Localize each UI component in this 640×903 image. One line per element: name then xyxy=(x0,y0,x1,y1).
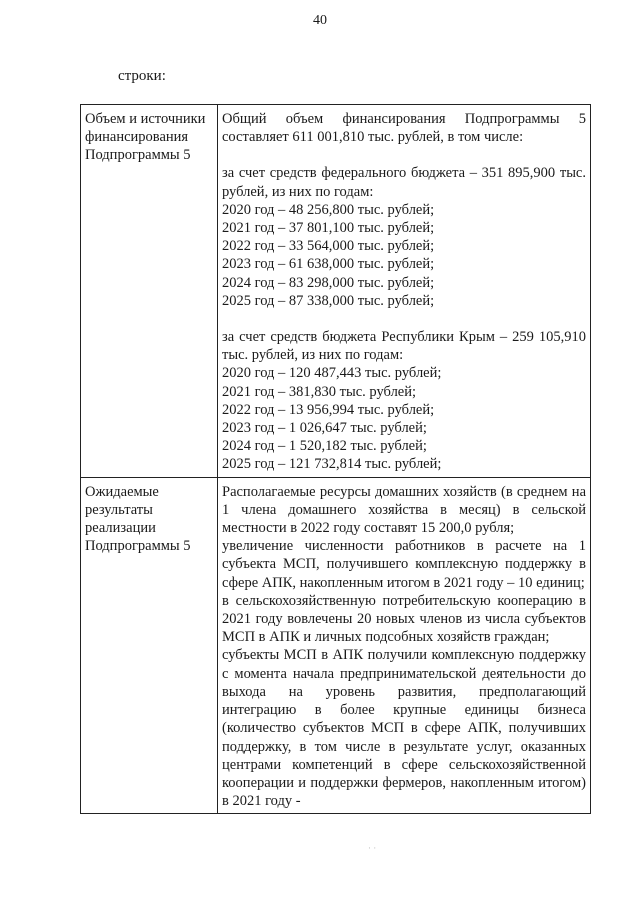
federal-year-line: 2025 год – 87 338,000 тыс. рублей; xyxy=(222,292,435,309)
results-paragraph: субъекты МСП в АПК получили комплексную поддержку с момента начала предпринимательской деятельности до выхода на уровень развития, предполагающий интеграцию в более крупные единицы бизнеса (количество субъектов МСП в сфере АПК, получивших поддержку, в том числе в результате услуг, оказанных центрами компетенций в сфере сельскохозяйственной кооперации и поддержки фермеров, накопленным итогом) в 2021 году - xyxy=(222,647,586,810)
page-number: 40 xyxy=(313,13,327,28)
federal-year-line: 2022 год – 33 564,000 тыс. рублей; xyxy=(222,238,435,255)
federal-year-line: 2023 год – 61 638,000 тыс. рублей; xyxy=(222,256,435,273)
results-paragraph: в сельскохозяйственную потребительскую кооперацию в 2021 году вовлечены 20 новых членов из числа субъектов МСП в АПК и личных подсобных хозяйств граждан; xyxy=(222,592,586,646)
row-label-results: Ожидаемые результаты реализации Подпрограммы 5 xyxy=(81,477,218,814)
program-table xyxy=(80,104,591,814)
results-content xyxy=(218,477,591,814)
regional-year-line: 2020 год – 120 487,443 тыс. рублей; xyxy=(222,365,442,382)
regional-year-line: 2023 год – 1 026,647 тыс. рублей; xyxy=(222,420,427,437)
federal-year-line: 2024 год – 83 298,000 тыс. рублей; xyxy=(222,274,435,291)
regional-year-line: 2021 год – 381,830 тыс. рублей; xyxy=(222,383,417,400)
lead-text: строки: xyxy=(118,68,166,84)
row-label-financing: Объем и источники финансирования Подпрограммы 5 xyxy=(81,105,218,478)
results-paragraph: Располагаемые ресурсы домашних хозяйств (в среднем на 1 члена домашнего хозяйства в месяц) в сельской местности в 2022 году составят 15 200,0 рубля; xyxy=(222,483,586,537)
financing-content xyxy=(218,105,591,478)
federal-year-line: 2020 год – 48 256,800 тыс. рублей; xyxy=(222,201,435,218)
federal-year-line: 2021 год – 37 801,100 тыс. рублей; xyxy=(222,220,435,237)
regional-budget-heading: за счет средств бюджета Республики Крым – 259 105,910 тыс. рублей, из них по годам: xyxy=(222,329,586,364)
results-paragraph: увеличение численности работников в расчете на 1 субъекта МСП, получившего комплексную поддержку в сфере АПК, накопленным итогом в 2021 году – 10 единиц; xyxy=(222,538,586,591)
regional-year-line: 2022 год – 13 956,994 тыс. рублей; xyxy=(222,401,435,418)
federal-budget-heading: за счет средств федерального бюджета – 351 895,900 тыс. рублей, из них по годам: xyxy=(222,165,586,200)
regional-year-line: 2025 год – 121 732,814 тыс. рублей; xyxy=(222,456,442,473)
regional-year-line: 2024 год – 1 520,182 тыс. рублей; xyxy=(222,438,427,455)
financing-intro: Общий объем финансирования Подпрограммы 5 составляет 611 001,810 тыс. рублей, в том числе: xyxy=(222,111,586,146)
scan-speck: · · xyxy=(368,843,377,853)
table-row-results xyxy=(81,477,591,814)
table-row-financing xyxy=(81,105,591,478)
